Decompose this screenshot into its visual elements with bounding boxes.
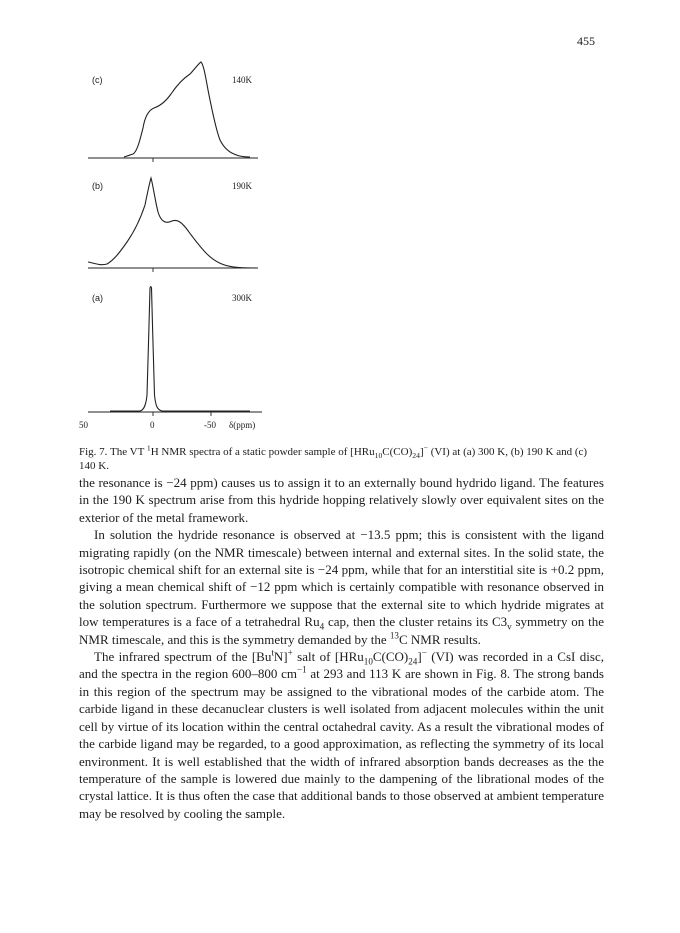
panel-label-a: (a) [92,293,103,303]
spectrum-trace-b [88,178,258,268]
axis-tick-minus50: -50 [204,420,216,430]
temperature-label-b: 190K [232,181,252,191]
panel-label-c: (c) [92,75,103,85]
spectrum-trace-a [110,287,250,412]
paragraph-1: the resonance is −24 ppm) causes us to assign it to an externally bound hydrido ligand. The features in the 190 K spectrum arise from this hydride hopping relatively slowly over equivalent sites on the exterior of the metal framework. [79,475,604,525]
body-text [79,474,604,822]
page-number: 455 [577,34,595,48]
temperature-label-a: 300K [232,293,252,303]
paragraph-3: The infrared spectrum of the [Bu$^t$N]+ salt of $[HRu_{10}C(CO)_{24}]^-$ (VI) was recorded in a CsI disc, and the spectra in the region 600–800 $cm^{-1}$ at 293 and 113 K are shown in Fig. 8. The strong bands in this region of the spectrum may be assigned to the vibrational modes of the carbide atom. The carbide ligand in these decanuclear clusters is well isolated from adjacent molecules within the unit cell by virtue of its location within the central octahedral cavity. As a result the vibrational modes of the carbide ligand may be regarded, to a good approximation, as reflecting the symmetry of its local environment. It is well established that the width of infrared absorption bands decreases as the the temperature of the sample is lowered due mainly to the dampening of the librational modes of the crystal lattice. It is thus often the case that additional bands to those observed at ambient temperature may be resolved by cooling the sample. [79,647,604,821]
axis-unit-label: δ(ppm) [229,420,256,430]
figure-caption: Fig. 7. The VT $^1$H NMR spectra of a static powder sample of $[HRu_{10}C(CO)_{24}]^-$ (VI) at (a) 300 K, (b) 190 K and (c) 140 K. [79,443,588,472]
spectrum-panel-a [79,287,262,431]
paragraph-2: In solution the hydride resonance is observed at −13.5 ppm; this is consistent with the ligand migrating rapidly (on the NMR timescale) between internal and external sites. In the solid state, the isotropic chemical shift for an external site is −24 ppm, while that for an interstitial site is +0.2 ppm, giving a mean chemical shift of −12 ppm which is certainly compatible with resonance observed in the solution spectrum. Furthermore we suppose that the external site to which hydride migrates at low temperatures is a face of a tetrahedral $Ru_4$ cap, then the cluster retains its $C3_v$ symmetry on the NMR timescale, and this is the symmetry demanded by the $^{13}$C NMR results. [79,527,605,647]
temperature-label-c: 140K [232,75,252,85]
nmr-spectra-figure [0,0,680,440]
axis-tick-0: 0 [150,420,155,430]
spectrum-panel-c [88,62,258,162]
spectrum-panel-b [88,178,258,272]
axis-tick-50: 50 [79,420,88,430]
panel-label-b: (b) [92,181,103,191]
